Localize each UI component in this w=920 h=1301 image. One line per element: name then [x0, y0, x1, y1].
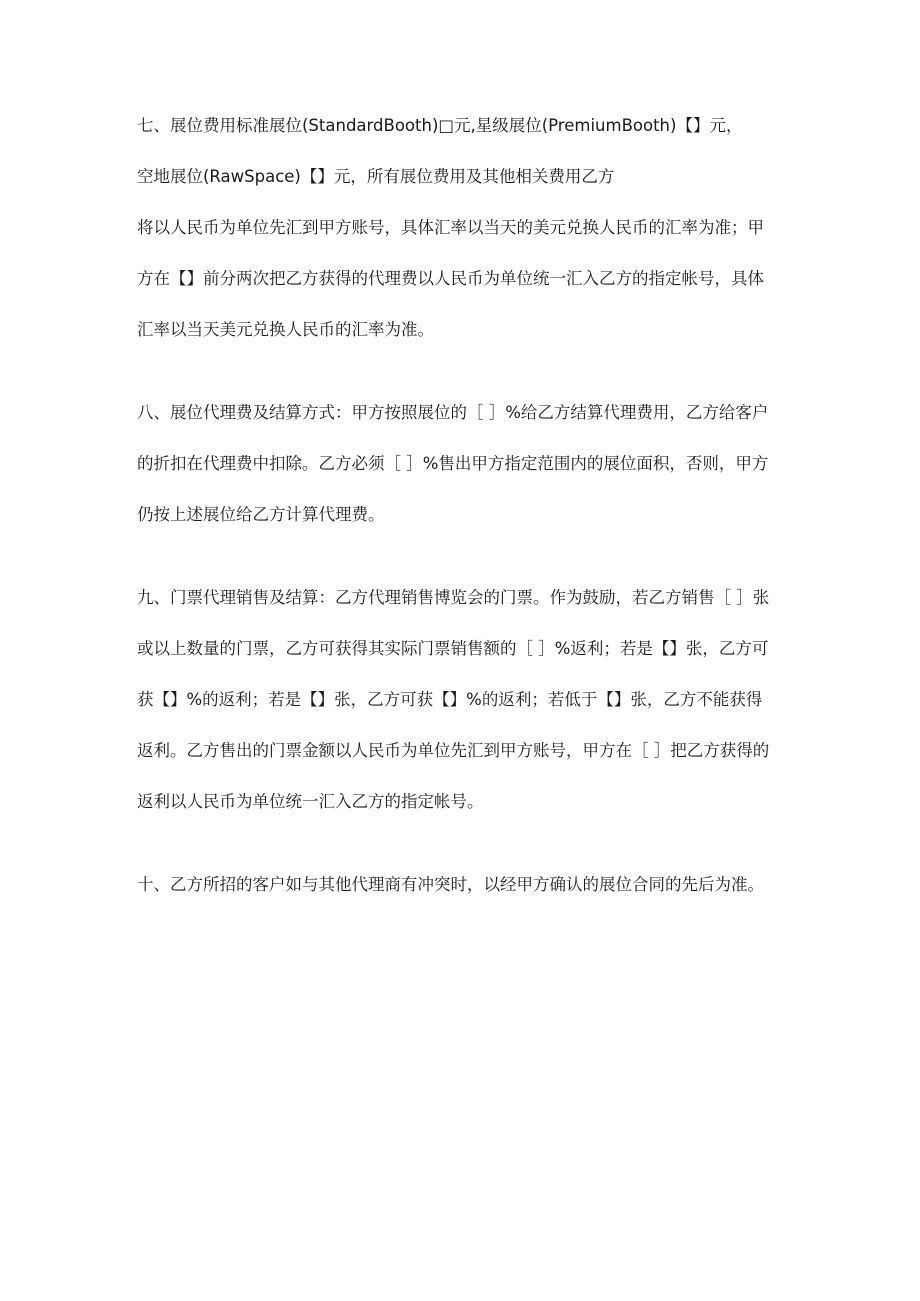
- clause-8-line-3: 仍按上述展位给乙方计算代理费。: [137, 505, 385, 524]
- clause-10-line-1: 十、乙方所招的客户如与其他代理商有冲突时，以经甲方确认的展位合同的先后为准。: [137, 875, 764, 894]
- clause-8-line-2: 的折扣在代理费中扣除。乙方必须［ ］%售出甲方指定范围内的展位面积，否则，甲方: [137, 454, 769, 473]
- clause-9-line-3: 获【】%的返利；若是【】张，乙方可获【】%的返利；若低于【】张，乙方不能获得: [137, 690, 763, 709]
- clause-7: [137, 114, 785, 342]
- clause-8-line-1: 八、展位代理费及结算方式：甲方按照展位的［ ］%给乙方结算代理费用，乙方给客户: [137, 403, 769, 422]
- clause-9-line-4: 返利。乙方售出的门票金额以人民币为单位先汇到甲方账号，甲方在［ ］把乙方获得的: [137, 741, 770, 760]
- clause-8: [137, 401, 785, 527]
- clause-7-line-2: 空地展位(RawSpace)【】元，所有展位费用及其他相关费用乙方: [137, 167, 615, 186]
- clause-9-line-1: 九、门票代理销售及结算：乙方代理销售博览会的门票。作为鼓励，若乙方销售［ ］张: [137, 588, 770, 607]
- clause-7-line-5: 汇率以当天美元兑换人民币的汇率为准。: [137, 320, 434, 339]
- clause-9-line-5: 返利以人民币为单位统一汇入乙方的指定帐号。: [137, 792, 484, 811]
- clause-7-line-3: 将以人民币为单位先汇到甲方账号，具体汇率以当天的美元兑换人民币的汇率为准；甲: [137, 218, 764, 237]
- clause-9-line-2: 或以上数量的门票，乙方可获得其实际门票销售额的［ ］%返利；若是【】张，乙方可: [137, 639, 769, 658]
- clause-7-line-4: 方在【】前分两次把乙方获得的代理费以人民币为单位统一汇入乙方的指定帐号，具体: [137, 269, 764, 288]
- clause-9: [137, 586, 785, 814]
- document-body: [137, 114, 785, 897]
- clause-10: [137, 873, 785, 897]
- clause-7-line-1: 七、展位费用标准展位(StandardBooth)□元,星级展位(PremiumBooth)【】元，: [137, 116, 743, 135]
